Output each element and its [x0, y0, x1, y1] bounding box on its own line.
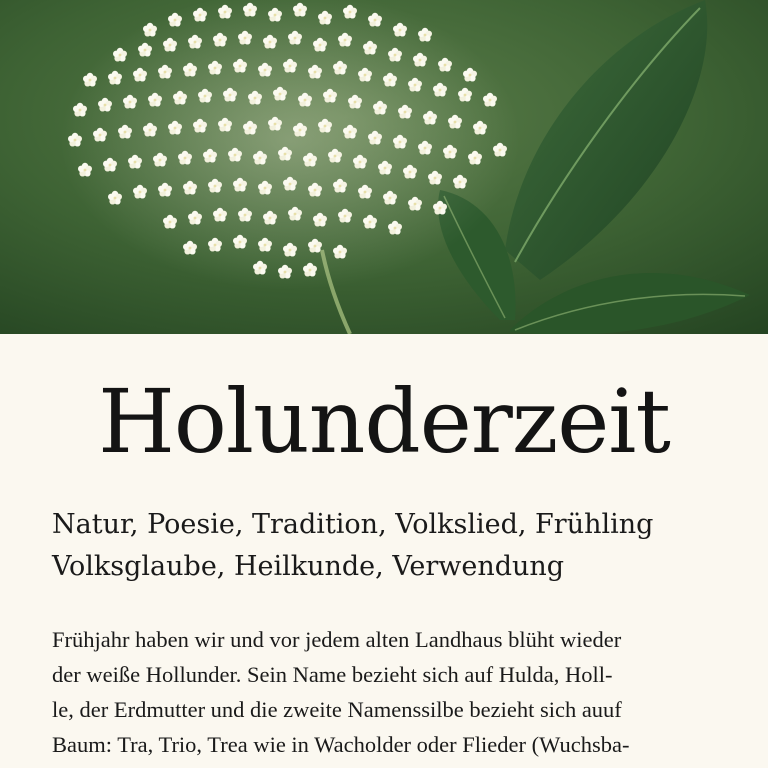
- article-body: [52, 622, 732, 762]
- keyword-line-1: Natur, Poesie, Tradition, Volkslied, Frühling: [52, 509, 654, 540]
- body-line: le, der Erdmutter und die zweite Namenssilbe bezieht sich auuf: [52, 697, 622, 722]
- body-line: der weiße Hollunder. Sein Name bezieht sich auf Hulda, Holl-: [52, 662, 613, 687]
- keyword-line-2: Volksglaube, Heilkunde, Verwendung: [52, 551, 565, 582]
- body-line: Frühjahr haben wir und vor jedem alten Landhaus blüht wieder: [52, 627, 622, 652]
- keyword-tags: [52, 504, 752, 588]
- body-line: Baum: Tra, Trio, Trea wie in Wacholder oder Flieder (Wuchsba-: [52, 732, 630, 757]
- hero-image: [0, 0, 768, 334]
- elderflower-illustration: [0, 0, 768, 334]
- page-title: Holunderzeit: [98, 370, 670, 473]
